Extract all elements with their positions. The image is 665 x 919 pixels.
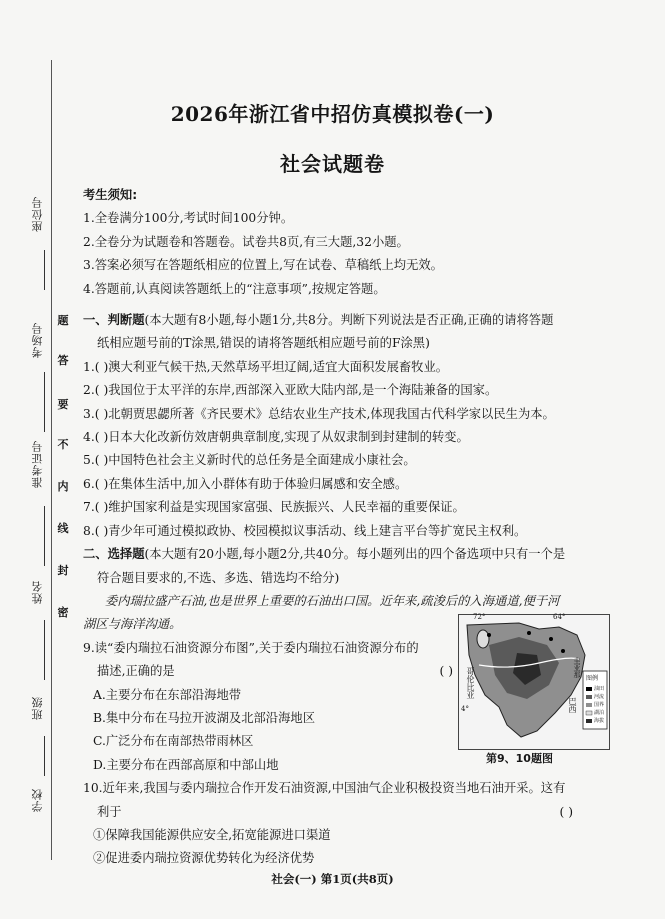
section2-title: 二、选择题 [83, 547, 145, 562]
seal-char: 答 [57, 354, 69, 367]
map-lat: 4° [461, 705, 469, 713]
q10-stem2: 利于 ( ) [83, 801, 623, 824]
passage-line: 委内瑞拉盛产石油,也是世界上重要的石油出口国。近年来,疏浚后的入海通道,便于河 [105, 593, 560, 608]
seal-char: 封 [57, 564, 69, 577]
legend-label: 油田 [594, 686, 605, 692]
section1-title: 一、判断题 [83, 313, 145, 328]
notice-item: 3.答案必须写在答题纸相应的位置上,写在试卷、草稿纸上均无效。 [83, 258, 443, 273]
passage-line: 湖区与海洋沟通。 [83, 617, 182, 632]
map-svg [459, 615, 609, 749]
map-lon-right: 64° [553, 613, 566, 621]
seat-number-blank [44, 250, 45, 290]
notice-item: 2.全卷分为试题卷和答题卷。试卷共8页,有三大题,32小题。 [83, 234, 409, 249]
judge-question: 3.( )北朝贾思勰所著《齐民要术》总结农业生产技术,体现我国古代科学家以民生为本。 [83, 406, 555, 421]
notice-item: 4.答题前,认真阅读答题纸上的“注意事项”,按规定答题。 [83, 281, 386, 296]
section2-desc2: 符合题目要求的,不选、多选、错选均不给分) [97, 570, 340, 585]
seal-char: 要 [57, 398, 69, 411]
admission-number-blank [44, 506, 45, 566]
q9-option: D.主要分布在西部高原和中部山地 [93, 757, 279, 772]
q9-answer-paren: ( ) [439, 664, 453, 679]
exam-subtitle: 社会试题卷 [280, 152, 385, 176]
seal-char: 题 [57, 314, 69, 327]
legend-label: 河流 [594, 694, 605, 700]
binding-line [51, 60, 52, 860]
class-blank [44, 736, 45, 776]
seal-char: 不 [57, 438, 69, 451]
legend-swatch [586, 687, 592, 691]
judge-question: 6.( )在集体生活中,加入小群体有助于体验归属感和安全感。 [83, 476, 408, 491]
maracaibo-lake [477, 630, 489, 648]
legend-swatch [586, 719, 592, 723]
judge-question: 4.( )日本大化改新仿效唐朝典章制度,实现了从奴隶制到封建制的转变。 [83, 430, 469, 445]
legend-labels [594, 685, 608, 725]
judge-question: 2.( )我国位于太平洋的东岸,西部深入亚欧大陆内部,是一个海陆兼备的国家。 [83, 383, 498, 398]
q10-option: ②促进委内瑞拉资源优势转化为经济优势 [93, 851, 315, 866]
q9-stem2: 描述,正确的是 ( ) [83, 660, 453, 683]
seal-char: 密 [57, 606, 69, 619]
venezuela-oil-map [458, 614, 610, 750]
seal-char: 线 [57, 522, 69, 535]
section1-desc: (本大题有8小题,每小题1分,共8分。判断下列说法是否正确,正确的请将答题 [144, 313, 554, 328]
legend-swatch [586, 711, 592, 715]
oil-field-marker [527, 631, 531, 635]
admission-number-label: 准考证号 [31, 440, 44, 488]
map-caption: 第9、10题图 [486, 752, 553, 765]
section1-desc2: 纸相应题号前的T涂黑,错误的请将答题纸相应题号前的F涂黑) [97, 336, 430, 351]
page-footer: 社会(一) 第1页(共8页) [271, 872, 394, 886]
q9-stem: 9.读“委内瑞拉石油资源分布图”,关于委内瑞拉石油资源分布的 [83, 640, 419, 655]
seat-number-label: 座位号 [31, 196, 44, 232]
legend-label: 湖泊 [594, 710, 605, 716]
exam-content [83, 184, 623, 871]
q10-stem: 10.近年来,我国与委内瑞拉合作开发石油资源,中国油气企业积极投资当地石油开采。这有 [83, 781, 566, 796]
oil-field-marker [549, 637, 553, 641]
judge-question: 7.( )维护国家利益是实现国家富强、民族振兴、人民幸福的重要保证。 [83, 500, 465, 515]
map-lon-left: 72° [473, 613, 486, 621]
exam-room-blank [44, 372, 45, 432]
legend-label: 海拔 [594, 718, 605, 724]
legend-swatch [586, 703, 592, 707]
map-label-guyana: 圭亚那 [573, 657, 581, 678]
section2-desc: (本大题有20小题,每小题2分,共40分。每小题列出的四个备选项中只有一个是 [144, 547, 566, 562]
oil-field-marker [561, 649, 565, 653]
section2-header [83, 543, 623, 566]
q9-option: C.广泛分布在南部热带雨林区 [93, 734, 254, 749]
name-blank [44, 620, 45, 680]
exam-room-label: 考场号 [31, 322, 44, 358]
name-label: 姓名 [31, 580, 44, 604]
notice-heading: 考生须知: [83, 188, 138, 202]
binding-margin [0, 0, 72, 919]
seal-char: 内 [57, 480, 69, 493]
q10-option: ①保障我国能源供应安全,拓宽能源进口渠道 [93, 827, 331, 842]
judge-question: 8.( )青少年可通过模拟政协、校园模拟议事活动、线上建言平台等扩宽民主权利。 [83, 523, 527, 538]
judge-question: 5.( )中国特色社会主义新时代的总任务是全面建成小康社会。 [83, 453, 416, 468]
exam-title: 2026年浙江省中招仿真模拟卷(一) [170, 102, 495, 126]
section1-header [83, 309, 623, 332]
legend-swatch [586, 695, 592, 699]
school-label: 学校 [31, 788, 44, 812]
oil-field-marker [487, 633, 491, 637]
legend-label: 国界 [594, 702, 605, 708]
map-label-brazil: 巴西 [568, 697, 577, 713]
class-label: 班级 [31, 696, 44, 720]
legend-title: 图例 [586, 675, 599, 682]
q10-answer-paren: ( ) [559, 804, 573, 819]
notice-item: 1.全卷满分100分,考试时间100分钟。 [83, 211, 294, 226]
q9-option: A.主要分布在东部沿海地带 [93, 687, 242, 702]
judge-question: 1.( )澳大利亚气候干热,天然草场平坦辽阔,适宜大面积发展畜牧业。 [83, 359, 449, 374]
map-label-colombia: 哥伦比亚 [466, 667, 475, 699]
q9-option: B.集中分布在马拉开波湖及北部沿海地区 [93, 710, 315, 725]
